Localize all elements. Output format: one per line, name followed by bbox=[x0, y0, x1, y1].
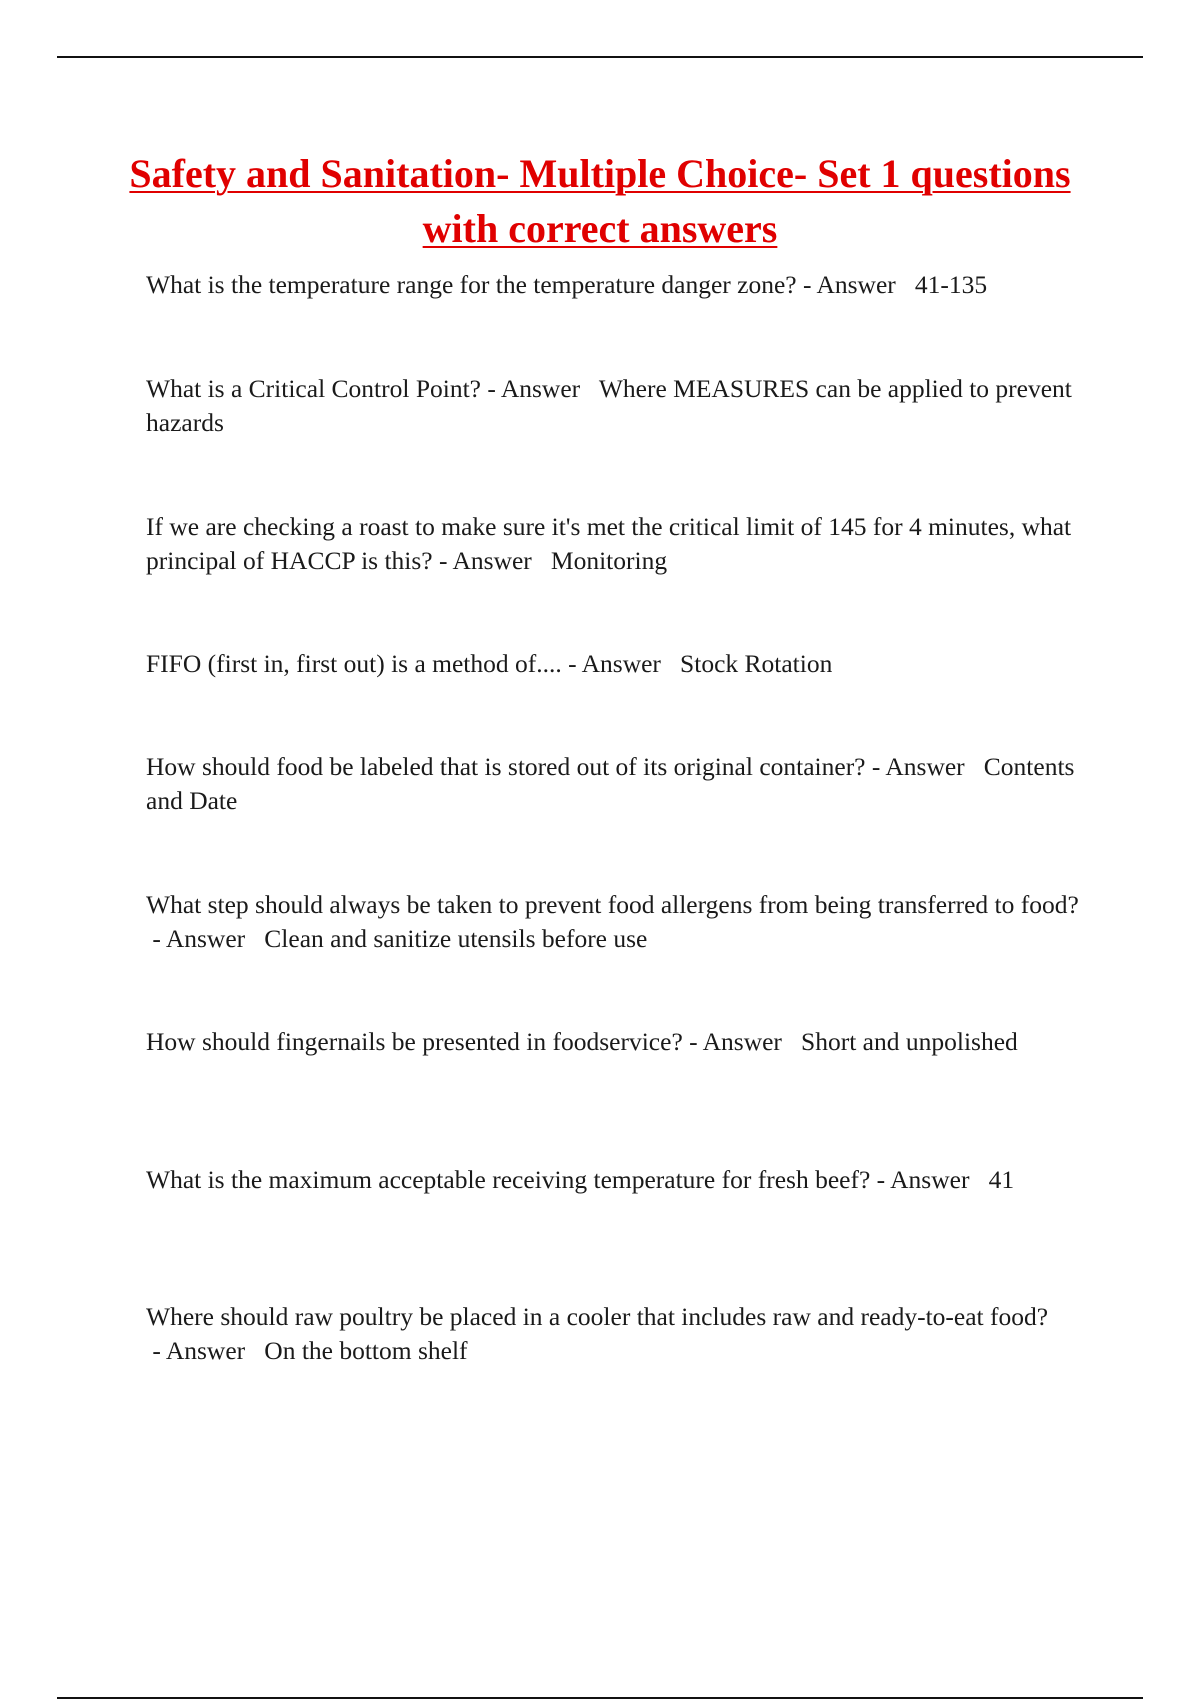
answer-separator: - Answer bbox=[432, 546, 551, 575]
qa-item-3 bbox=[146, 510, 1106, 578]
qa-item-8 bbox=[146, 1163, 1106, 1197]
question: If we are checking a roast to make sure it's met the critical limit of 145 for 4 minutes, what principal of HACCP is this? bbox=[146, 512, 1072, 575]
answer: Where MEASURES can be applied to prevent hazards bbox=[146, 374, 1072, 437]
question: How should food be labeled that is stored out of its original container? bbox=[146, 752, 866, 781]
document-title: Safety and Sanitation- Multiple Choice- Set 1 questions with correct answers bbox=[129, 151, 1071, 251]
question: What is the temperature range for the temperature danger zone? bbox=[146, 270, 797, 299]
answer: Clean and sanitize utensils before use bbox=[264, 924, 648, 953]
qa-item-6 bbox=[146, 888, 1106, 956]
question: What step should always be taken to prevent food allergens from being transferred to food? bbox=[146, 890, 1079, 919]
qa-item-4 bbox=[146, 647, 1106, 681]
answer-separator: - Answer bbox=[146, 1336, 265, 1365]
footer-rule bbox=[57, 1697, 1143, 1699]
answer-separator: - Answer bbox=[796, 270, 915, 299]
answer: On the bottom shelf bbox=[264, 1336, 468, 1365]
question: How should fingernails be presented in foodservice? bbox=[146, 1027, 683, 1056]
question: FIFO (first in, first out) is a method of.... bbox=[146, 649, 562, 678]
question: What is the maximum acceptable receiving temperature for fresh beef? bbox=[146, 1165, 871, 1194]
answer-separator: - Answer bbox=[146, 924, 265, 953]
answer-separator: - Answer bbox=[865, 752, 984, 781]
answer-separator: - Answer bbox=[561, 649, 681, 678]
answer-separator: - Answer bbox=[682, 1027, 802, 1056]
qa-item-1 bbox=[146, 268, 1106, 302]
qa-item-2 bbox=[146, 372, 1106, 440]
answer: Short and unpolished bbox=[801, 1027, 1018, 1056]
question: What is a Critical Control Point? bbox=[146, 374, 481, 403]
question: Where should raw poultry be placed in a cooler that includes raw and ready-to-eat food? bbox=[146, 1302, 1049, 1331]
qa-item-7 bbox=[146, 1025, 1106, 1059]
answer: Stock Rotation bbox=[680, 649, 833, 678]
answer: Monitoring bbox=[550, 546, 668, 575]
qa-item-9 bbox=[146, 1300, 1106, 1368]
answer: 41-135 bbox=[914, 270, 988, 299]
answer-separator: - Answer bbox=[481, 374, 599, 403]
header-rule bbox=[57, 56, 1143, 58]
qa-item-5 bbox=[146, 750, 1106, 818]
answer: Contents and Date bbox=[146, 752, 1075, 815]
answer-separator: - Answer bbox=[870, 1165, 989, 1194]
answer: 41 bbox=[988, 1165, 1015, 1194]
